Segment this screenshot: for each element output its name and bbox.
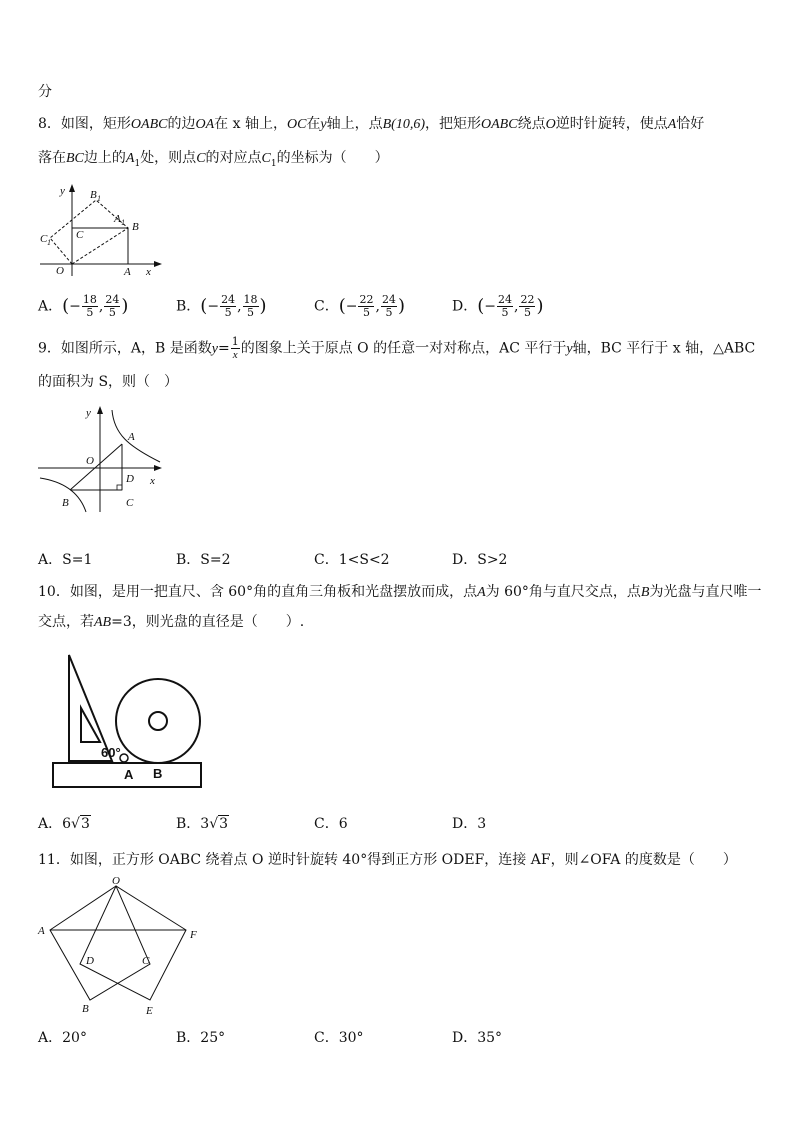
q11-option-a[interactable]: A．20° (38, 1030, 87, 1046)
q9-label-O: O (86, 455, 94, 467)
q8-option-c[interactable]: C．(− $\frac{22}{5}$ , $\frac{24}{5}$ ) (314, 293, 405, 319)
q8-option-b[interactable]: B．(− $\frac{24}{5}$ , $\frac{18}{5}$ ) (176, 293, 267, 319)
svg-text:1: 1 (47, 238, 51, 247)
q9-option-b[interactable]: B．S=2 (176, 552, 231, 568)
svg-text:1: 1 (121, 218, 125, 227)
q8-label-O: O (56, 265, 64, 277)
q10-label-angle: 60° (101, 745, 121, 760)
q10-label-B: B (153, 766, 163, 781)
q9-figure (36, 402, 168, 514)
q9-option-c[interactable]: C．1<S<2 (314, 552, 390, 568)
previous-question-fragment: 分 (38, 84, 52, 100)
q11-label-C: C (142, 955, 150, 967)
q10-figure (50, 650, 206, 792)
q8-label-y: y (60, 185, 65, 197)
q8-label-A1: A (114, 213, 121, 225)
q11-label-D: D (86, 955, 94, 967)
q9-stem-line-2: 的面积为 S，则（ ） (38, 374, 179, 390)
q8-label-C: C (76, 229, 84, 241)
q10-option-b[interactable]: B．3√3 (176, 816, 229, 832)
q11-option-b[interactable]: B．25° (176, 1030, 226, 1046)
q11-label-O: O (112, 876, 120, 887)
q8-label-B1: B (90, 189, 97, 201)
q11-label-E: E (146, 1005, 153, 1017)
q8-stem-line-2: 落在BC边上的$A_1$处，则点C的对应点$C_1$的坐标为（ ） (38, 150, 389, 169)
q9-label-C: C (126, 497, 134, 509)
q10-label-A: A (124, 767, 134, 782)
q8-stem-line-1: 8．如图，矩形OABC的边OA在 x 轴上，OC在y轴上，点B(10,6)，把矩形OABC绕点O逆时针旋转，使点A恰好 (38, 116, 705, 132)
q9-label-A: A (128, 431, 135, 443)
q11-option-d[interactable]: D．35° (452, 1030, 503, 1046)
q8-figure (36, 180, 166, 280)
q9-label-D: D (126, 473, 134, 485)
svg-text:1: 1 (97, 194, 101, 203)
q10-stem-line-2: 交点，若AB=3，则光盘的直径是（ ）. (38, 614, 305, 630)
q11-label-F: F (190, 929, 197, 941)
q11-label-A: A (38, 925, 45, 937)
q9-stem-line-1: 9．如图所示，A，B 是函数y= $\frac{1}{x}$ 的图象上关于原点 O 的任意一对对称点，AC 平行于y轴，BC 平行于 x 轴，△ABC (38, 335, 756, 361)
q11-stem: 11．如图，正方形 OABC 绕着点 O 逆时针旋转 40°得到正方形 ODEF，连接 AF，则∠OFA 的度数是（ ） (38, 852, 737, 868)
q10-option-a[interactable]: A．6√3 (38, 816, 90, 832)
q8-option-d[interactable]: D．(− $\frac{24}{5}$ , $\frac{22}{5}$ ) (452, 293, 544, 319)
q8-label-x: x (146, 266, 151, 278)
q8-label-A: A (124, 266, 131, 278)
q9-option-a[interactable]: A．S=1 (38, 552, 93, 568)
q11-figure (34, 876, 206, 1018)
q10-option-c[interactable]: C．6 (314, 816, 348, 832)
q8-label-B: B (132, 221, 139, 233)
q9-label-B: B (62, 497, 69, 509)
q8-option-a[interactable]: A．(− $\frac{18}{5}$ , $\frac{24}{5}$ ) (38, 293, 129, 319)
q9-option-d[interactable]: D．S>2 (452, 552, 508, 568)
q11-label-B: B (82, 1003, 89, 1015)
q10-stem-line-1: 10．如图，是用一把直尺、含 60°角的直角三角板和光盘摆放而成，点A为 60°角与直尺交点，点B为光盘与直尺唯一 (38, 584, 762, 600)
q9-label-x: x (150, 475, 155, 487)
q8-label-C1: C (40, 233, 48, 245)
q10-option-d[interactable]: D．3 (452, 816, 487, 832)
q11-option-c[interactable]: C．30° (314, 1030, 364, 1046)
q9-label-y: y (86, 407, 91, 419)
